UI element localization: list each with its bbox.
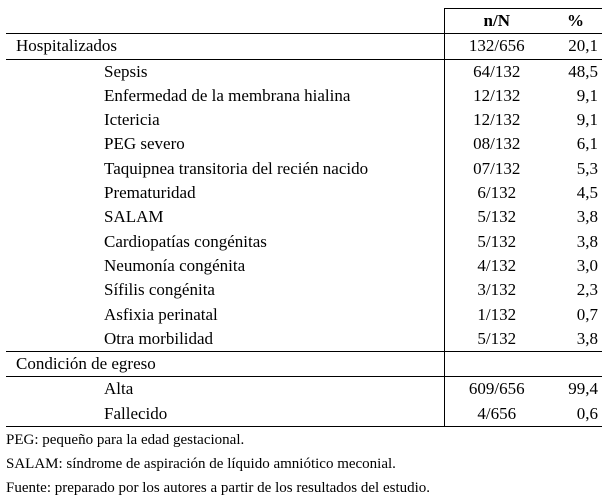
row-label: Taquipnea transitoria del recién nacido xyxy=(104,158,369,178)
table-row xyxy=(6,132,602,156)
table-row xyxy=(6,254,602,278)
row-label: Sepsis xyxy=(104,61,148,81)
row-label: Neumonía congénita xyxy=(104,255,246,275)
row-n: 08/132 xyxy=(444,132,549,156)
section-title: Hospitalizados xyxy=(6,34,444,59)
section-n: 132/656 xyxy=(444,34,549,59)
table-row xyxy=(6,230,602,254)
row-n: 5/132 xyxy=(444,205,549,229)
footnotes xyxy=(6,428,606,500)
row-n: 609/656 xyxy=(444,377,549,402)
row-n: 3/132 xyxy=(444,278,549,302)
row-pct: 3,0 xyxy=(576,255,598,275)
table-row xyxy=(6,181,602,205)
row-label: Fallecido xyxy=(6,402,444,427)
row-pct: 5,3 xyxy=(576,158,598,178)
row-n: 4/132 xyxy=(444,254,549,278)
row-label: Cardiopatías congénitas xyxy=(104,231,267,251)
row-label: Asfixia perinatal xyxy=(104,304,218,324)
row-n: 5/132 xyxy=(444,230,549,254)
row-label: Prematuridad xyxy=(104,183,196,203)
row-label: Sífilis congénita xyxy=(104,280,215,300)
table-row xyxy=(6,157,602,181)
section-row xyxy=(6,352,602,377)
section-row xyxy=(6,34,602,59)
row-label: Otra morbilidad xyxy=(104,328,214,348)
table-row xyxy=(6,327,602,352)
results-table-container xyxy=(6,8,602,427)
row-pct: 3,8 xyxy=(576,231,598,251)
row-pct: 9,1 xyxy=(576,110,598,130)
header-pct: % xyxy=(549,9,602,34)
row-label: PEG severo xyxy=(104,134,185,154)
row-pct: 2,3 xyxy=(576,280,598,300)
row-pct: 0,6 xyxy=(549,402,602,427)
results-table xyxy=(6,8,602,427)
row-label: Ictericia xyxy=(104,110,160,130)
row-n: 07/132 xyxy=(444,157,549,181)
table-row xyxy=(6,303,602,327)
row-pct: 99,4 xyxy=(568,379,598,399)
footnote-peg: PEG: pequeño para la edad gestacional. xyxy=(6,432,245,448)
table-row xyxy=(6,108,602,132)
row-pct: 6,1 xyxy=(576,134,598,154)
table-row xyxy=(6,84,602,108)
row-pct: 3,8 xyxy=(576,207,598,227)
table-body xyxy=(6,34,602,427)
row-n: 4/656 xyxy=(444,402,549,427)
section-pct: 20,1 xyxy=(549,34,602,59)
row-n: 1/132 xyxy=(444,303,549,327)
table-row xyxy=(6,59,602,84)
table-header-row xyxy=(6,9,602,34)
row-pct: 3,8 xyxy=(576,328,598,348)
row-label: Enfermedad de la membrana hialina xyxy=(104,85,351,105)
footnote-source: Fuente: preparado por los autores a partir de los resultados del estudio. xyxy=(6,480,431,496)
table-row xyxy=(6,278,602,302)
row-n: 12/132 xyxy=(444,108,549,132)
row-n: 64/132 xyxy=(444,59,549,84)
row-label: SALAM xyxy=(104,207,164,227)
footnote-salam: SALAM: síndrome de aspiración de líquido amniótico meconial. xyxy=(6,456,396,472)
table-row xyxy=(6,402,602,427)
section-n xyxy=(444,352,549,377)
table-row xyxy=(6,205,602,229)
row-n: 6/132 xyxy=(444,181,549,205)
section-title: Condición de egreso xyxy=(6,352,444,377)
row-pct: 9,1 xyxy=(576,85,598,105)
section-pct xyxy=(549,352,602,377)
row-n: 12/132 xyxy=(444,84,549,108)
row-pct: 48,5 xyxy=(568,61,598,81)
row-pct: 0,7 xyxy=(576,304,598,324)
header-n: n/N xyxy=(444,9,549,34)
row-label: Alta xyxy=(104,379,134,399)
row-n: 5/132 xyxy=(444,327,549,352)
header-label xyxy=(6,9,444,34)
table-row xyxy=(6,377,602,402)
row-pct: 4,5 xyxy=(576,183,598,203)
